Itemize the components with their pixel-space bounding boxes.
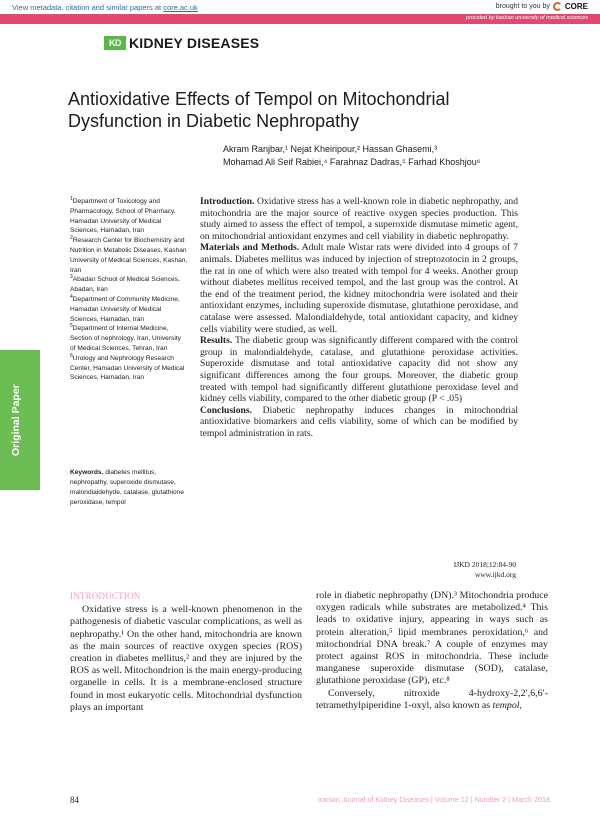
affiliation-text: Department of Toxicology and Pharmacology, School of Pharmacy, Hamadan University of Medical Sciences, Hamadan, Iran [70,198,176,235]
abstract-methods-text: Adult male Wistar rats were divided into 4 groups of 7 animals. Diabetes mellitus was induced by injection of streptozotocin in 2 groups, the rat in one of which were also treated with tempol for 4 weeks. Another group without diabetes mellitus received tempol, and the last group was the control. At the end of the treatment period, the kidney mitochondria were isolated and their antioxidant enzymes, including superoxide dismutase, glutathione peroxidase, and catalase were assessed. Malondialdehyde, total antioxidant capacity, and kidney cells viability were studied, as well. [200,242,518,335]
affiliations [70,197,188,383]
section-heading: INTRODUCTION [70,591,141,601]
affiliation-number: 5 [70,323,73,330]
affiliation-item [70,354,188,383]
citation [454,560,516,580]
core-brand[interactable] [496,2,588,11]
keywords-label: Keywords. [70,469,104,476]
authors-line-2: Mohamad Ali Seif Rabiei,⁴ Farahnaz Dadras,⁵ Farhad Khoshjou⁶ [223,157,481,167]
abstract [200,196,518,439]
core-strip [0,0,600,14]
authors-line-1: Akram Ranjbar,¹ Nejat Kheiripour,² Hassan Ghasemi,³ [223,144,438,154]
affiliation-item [70,275,188,295]
affiliation-text: Department of Community Medicine, Hamadan University of Medical Sciences, Hamadan, Iran [70,295,180,323]
body-paragraph: Oxidative stress is a well-known phenomenon in the pathogenesis of diabetic vascular complications, as well as nephropathy.¹ On the other hand, mitochondria are known as the main sources of reactive oxygen species (ROS) creation in diabetes mellitus,² and they are injured by the ROS as well. Mitochondrion is the main energy-producing organelle in cells. It is a membrane-enclosed structure found in most eukaryotic cells. Mitochondrial dysfunction plays an important [70,604,302,713]
affiliation-text: Research Center for Biochemistry and Nutrition in Metabolic Diseases, Kashan University of Medical Sciences, Kashan, Iran [70,237,188,274]
page-footer [70,795,550,807]
affiliation-number: 6 [70,352,73,359]
abstract-conclusions-text: Diabetic nephropathy induces changes in mitochondrial antioxidative biomarkers and cells viability, some of which can be modified by tempol administration in rats. [200,404,518,439]
keywords-text: diabetes mellitus, nephropathy, superoxide dismutase, malondialdehyde, catalase, glutathione peroxidase, tempol [70,469,185,506]
abstract-conclusions-label: Conclusions. [200,404,252,416]
body-paragraph [316,688,548,712]
core-banner [0,0,600,26]
abstract-results [200,335,518,405]
affiliation-number: 3 [70,274,73,281]
citation-website[interactable]: www.ijkd.org [474,570,516,579]
author-list [223,143,543,169]
affiliation-text: Department of Internal Medicine, Section of nephrology, Iran, University of Medical Sciences, Tehran, Iran [70,325,181,352]
body-paragraph-text: Conversely, nitroxide 4-hydroxy-2,2′,6,6′-tetramethylpiperidine 1-oxyl, also known as [316,687,548,711]
body-paragraph: role in diabetic nephropathy (DN).³ Mitochondria produce oxygen radicals while substrates are metabolized.⁴ This leads to oxidative injury, appearing in ways such as protein alteration,⁵ lipid membranes peroxidation,⁶ and mitochondrial DNA break.⁷ A couple of enzymes may protect against ROS in mitochondria. These include manganese superoxide dismutase (SOD), catalase, glutathione peroxidase (GP), etc.⁸ [316,590,548,687]
provided-by-text: provided by kashan university of medical sciences [466,15,588,21]
abstract-results-label: Results. [200,335,233,347]
affiliation-number: 4 [70,293,73,300]
affiliation-number: 1 [70,195,73,202]
provided-by-bar [0,14,600,24]
abstract-methods-label: Materials and Methods. [200,242,300,254]
article-title: Antioxidative Effects of Tempol on Mitochondrial Dysfunction in Diabetic Nephropathy [68,89,450,131]
journal-header [104,35,259,51]
abstract-introduction [200,196,518,242]
body-right-column [316,590,548,712]
affiliation-item [70,197,188,236]
journal-name: KIDNEY DISEASES [129,35,260,51]
core-brand-name: CORE [564,2,588,11]
citation-volume: IJKD 2018;12:84-90 [453,560,516,569]
core-link-url[interactable]: core.ac.uk [163,3,198,12]
brought-by-text: brought to you by [495,3,550,10]
affiliation-number: 2 [70,235,73,241]
affiliation-item [70,236,188,275]
journal-logo-icon: KD [104,36,126,50]
affiliation-text: Abadan School of Medical Sciences, Abadan, Iran [70,276,180,294]
core-logo-icon [553,2,562,11]
abstract-intro-label: Introduction. [200,196,255,207]
body-paragraph-italic: tempol, [492,699,522,711]
keywords [70,468,188,508]
core-link-text: View metadata, citation and similar papers at [12,3,164,12]
side-tab-label: Original Paper [10,384,22,456]
abstract-conclusions [200,405,518,440]
footer-journal-info: Iranian Journal of Kidney Diseases | Volume 12 | Number 2 | March 2018 [317,795,550,804]
affiliation-item [70,324,188,353]
body-left-column [70,590,302,714]
core-metadata-link[interactable] [12,3,198,12]
abstract-intro-text: Oxidative stress has a well-known role in diabetic nephropathy, and mitochondria are the major source of reactive oxygen species production. This study aimed to assess the effect of tempol, a superoxide dismutase mimetic agent, on mitochondrial antioxidant enzymes and cell viability in diabetic nephropathy. [200,196,518,242]
abstract-methods [200,242,518,335]
affiliation-item [70,295,188,324]
affiliation-text: Urology and Nephrology Research Center, Hamadan University of Medical Sciences, Hamadan, Iran [70,354,185,382]
page-number: 84 [70,795,79,805]
abstract-results-text: The diabetic group was significantly different compared with the control group in malondialdehyde, catalase, and glutathione peroxidase activities. Superoxide dismutase and total antioxidative capacity did not show any significant differences among the four groups. Moreover, the diabetic group treated with tempol had significantly different glutathione peroxidase level and kidney cells viability, compared to the other diabetic group (P < .05) [200,335,518,405]
